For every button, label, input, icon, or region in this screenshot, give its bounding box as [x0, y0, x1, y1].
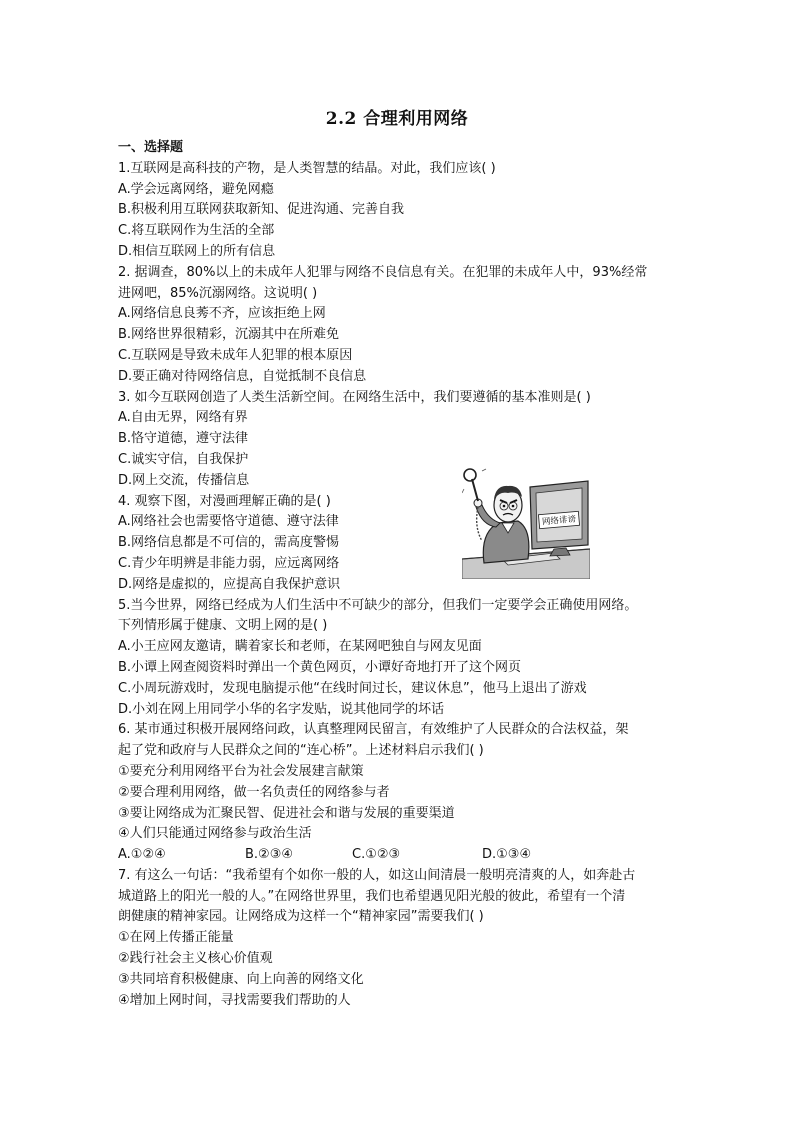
statement-3: ③要让网络成为汇聚民智、促进社会和谐与发展的重要渠道 — [118, 805, 455, 821]
statement-1: ①在网上传播正能量 — [118, 930, 234, 946]
option-d: D.小刘在网上用同学小华的名字发贴，说其他同学的坏话 — [118, 701, 445, 717]
question-stem: 3. 如今互联网创造了人类生活新空间。在网络生活中，我们要遵循的基本准则是( ) — [118, 389, 591, 405]
question-stem: 7. 有这么一句话：“我希望有个如你一般的人，如这山间清晨一般明亮清爽的人，如奔赴古 — [118, 867, 636, 883]
question-stem-cont: 城道路上的阳光一般的人。”在网络世界里，我们也希望遇见阳光般的彼此，希望有一个清 — [118, 888, 626, 904]
option-d: D.相信互联网上的所有信息 — [118, 243, 276, 259]
option-b: B.小谭上网查阅资料时弹出一个黄色网页，小谭好奇地打开了这个网页 — [118, 659, 522, 675]
question-list — [118, 138, 688, 1011]
monitor-label: 网络诽谤 — [541, 514, 577, 528]
question-stem: 2. 据调查，80%以上的未成年人犯罪与网络不良信息有关。在犯罪的未成年人中，93%经常 — [118, 264, 648, 280]
choice-row — [118, 845, 688, 866]
option-c: C.小周玩游戏时，发现电脑提示他“在线时间过长，建议休息”，他马上退出了游戏 — [118, 680, 587, 696]
option-c: C.诚实守信，自我保护 — [118, 451, 249, 467]
person-figure — [474, 486, 529, 563]
option-c: C.青少年明辨是非能力弱，应远离网络 — [118, 555, 340, 571]
question-stem: 5.当今世界，网络已经成为人们生活中不可缺少的部分，但我们一定要学会正确使用网络。 — [118, 597, 638, 613]
question-stem-cont: 起了党和政府与人民群众之间的“连心桥”。上述材料启示我们( ) — [118, 743, 484, 759]
choice-d: D.①③④ — [482, 847, 532, 863]
question-stem: 4. 观察下图，对漫画理解正确的是( ) — [118, 493, 331, 509]
option-c: C.将互联网作为生活的全部 — [118, 223, 275, 239]
question-stem: 6. 某市通过积极开展网络问政，认真整理网民留言，有效维护了人民群众的合法权益，架 — [118, 722, 629, 738]
option-a: A.自由无界，网络有界 — [118, 410, 248, 426]
statement-2: ②践行社会主义核心价值观 — [118, 951, 273, 967]
question-stem-cont: 进网吧，85%沉溺网络。这说明( ) — [118, 285, 318, 301]
option-b: B.恪守道德，遵守法律 — [118, 431, 249, 447]
statement-2: ②要合理利用网络，做一名负责任的网络参与者 — [118, 784, 390, 800]
option-a: A.学会远离网络，避免网瘾 — [118, 181, 274, 197]
page-title: 2.2 合理利用网络 — [325, 109, 469, 129]
option-a: A.网络信息良莠不齐，应该拒绝上网 — [118, 306, 326, 322]
statement-4: ④增加上网时间，寻找需要我们帮助的人 — [118, 992, 351, 1008]
choice-b: B.②③④ — [245, 847, 294, 863]
statement-3: ③共同培育积极健康、向上向善的网络文化 — [118, 971, 364, 987]
option-a: A.小王应网友邀请，瞒着家长和老师，在某网吧独自与网友见面 — [118, 639, 482, 655]
statement-1: ①要充分利用网络平台为社会发展建言献策 — [118, 763, 364, 779]
option-c: C.互联网是导致未成年人犯罪的根本原因 — [118, 347, 353, 363]
option-d: D.网上交流，传播信息 — [118, 472, 250, 488]
option-d: D.网络是虚拟的，应提高自我保护意识 — [118, 576, 341, 592]
choice-a: A.①②④ — [118, 847, 166, 863]
option-b: B.网络世界很精彩，沉溺其中在所难免 — [118, 327, 340, 343]
option-b: B.网络信息都是不可信的，需高度警惕 — [118, 535, 340, 551]
statement-4: ④人们只能通过网络参与政治生活 — [118, 826, 312, 842]
section-heading: 一、选择题 — [118, 140, 184, 155]
choice-c: C.①②③ — [352, 847, 401, 863]
cartoon-illustration — [462, 467, 590, 579]
option-a: A.网络社会也需要恪守道德、遵守法律 — [118, 514, 339, 530]
option-b: B.积极利用互联网获取新知、促进沟通、完善自我 — [118, 202, 405, 218]
question-stem-cont: 下列情形属于健康、文明上网的是( ) — [118, 618, 328, 634]
option-d: D.要正确对待网络信息，自觉抵制不良信息 — [118, 368, 367, 384]
question-stem-cont: 朗健康的精神家园。让网络成为这样一个“精神家园”需要我们( ) — [118, 909, 484, 925]
question-stem: 1.互联网是高科技的产物，是人类智慧的结晶。对此，我们应该( ) — [118, 160, 496, 176]
